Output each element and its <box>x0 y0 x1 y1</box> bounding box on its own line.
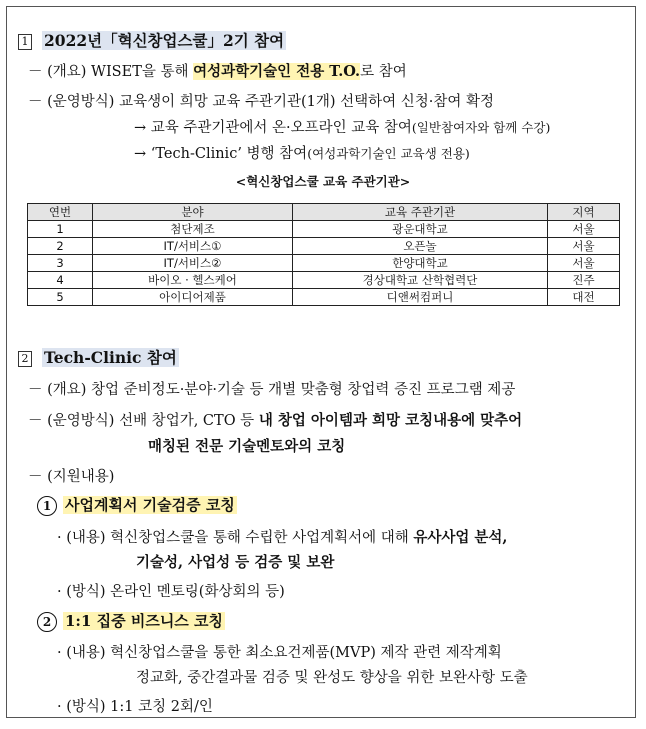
cell-no: 2 <box>28 238 93 255</box>
cell-field: IT/서비스② <box>93 255 293 272</box>
table-caption: <혁신창업스쿨 교육 주관기관> <box>235 174 411 189</box>
table-row <box>28 289 620 306</box>
section1-number: 1 <box>18 34 32 50</box>
method-label: (운영방식) <box>47 94 115 110</box>
method-label: (운영방식) <box>47 413 115 429</box>
item1-method <box>57 580 285 601</box>
dash: － <box>28 382 43 398</box>
overview-pre: WISET을 통해 <box>91 64 189 80</box>
item1-number: 1 <box>37 496 57 516</box>
item1-title: 사업계획서 기술검증 코칭 <box>65 496 235 514</box>
content-label: (내용) <box>66 530 106 546</box>
cell-field: 첨단제조 <box>93 221 293 238</box>
bullet: · <box>57 584 62 600</box>
header-institution: 교육 주관기관 <box>293 204 548 221</box>
method-text: 교육생이 희망 교육 주관기관(1개) 선택하여 신청·참여 확정 <box>119 94 495 110</box>
content-pre: 혁신창업스쿨을 통해 수립한 사업계획서에 대해 <box>110 530 409 546</box>
section2-overview <box>28 378 515 399</box>
cell-institution: 디앤써컴퍼니 <box>293 289 548 306</box>
section2-heading <box>18 346 179 368</box>
content-bold-1: 유사사업 분석, <box>413 529 508 546</box>
item2-number: 2 <box>37 612 57 632</box>
section2-title: Tech-Clinic 참여 <box>44 348 177 367</box>
cell-field: IT/서비스① <box>93 238 293 255</box>
section2-method <box>28 409 522 430</box>
method-pre: 선배 창업가, CTO 등 <box>119 413 255 429</box>
table-header-row <box>28 204 620 221</box>
cell-institution: 한양대학교 <box>293 255 548 272</box>
overview-highlight: 여성과학기술인 전용 T.O. <box>193 63 361 80</box>
item2-title: 1:1 집중 비즈니스 코칭 <box>65 612 223 630</box>
method-text: 온라인 멘토링(화상회의 등) <box>110 584 285 600</box>
method-bold-1: 내 창업 아이템과 희망 코칭내용에 맞추어 <box>258 412 523 429</box>
cell-region: 서울 <box>548 255 620 272</box>
header-field: 분야 <box>93 204 293 221</box>
arrow1-main: → 교육 주관기관에서 온·오프라인 교육 참여 <box>134 120 412 136</box>
cell-region: 서울 <box>548 221 620 238</box>
section2-number: 2 <box>18 351 32 367</box>
arrow-line-2 <box>134 142 470 163</box>
section1-method <box>28 90 494 111</box>
method-label: (방식) <box>66 584 106 600</box>
overview-label: (개요) <box>47 64 87 80</box>
item2-content <box>57 641 502 662</box>
item1-content <box>57 526 507 547</box>
arrow1-note: (일반참여자와 함께 수강) <box>411 120 551 135</box>
content-label: (내용) <box>66 645 106 661</box>
cell-region: 대전 <box>548 289 620 306</box>
cell-no: 1 <box>28 221 93 238</box>
dash: － <box>28 469 43 485</box>
cell-no: 4 <box>28 272 93 289</box>
cell-field: 아이디어제품 <box>93 289 293 306</box>
table-row <box>28 221 620 238</box>
dash: － <box>28 413 43 429</box>
overview-post: 로 참여 <box>360 64 407 80</box>
cell-institution: 광운대학교 <box>293 221 548 238</box>
section1-heading <box>18 29 286 51</box>
section1-overview <box>28 60 407 81</box>
cell-no: 5 <box>28 289 93 306</box>
bullet: · <box>57 699 62 715</box>
bullet: · <box>57 530 62 546</box>
cell-institution: 경상대학교 산학협력단 <box>293 272 548 289</box>
overview-text: 창업 준비정도·분야·기술 등 개별 맞춤형 창업력 증진 프로그램 제공 <box>91 382 516 398</box>
content-line-1: 혁신창업스쿨을 통한 최소요건제품(MVP) 제작 관련 제작계획 <box>110 645 502 661</box>
cell-region: 서울 <box>548 238 620 255</box>
dash: － <box>28 94 43 110</box>
table-row <box>28 272 620 289</box>
overview-label: (개요) <box>47 382 87 398</box>
arrow2-main: → ‘Tech-Clinic’ 병행 참여 <box>134 146 308 162</box>
table-row <box>28 255 620 272</box>
header-region: 지역 <box>548 204 620 221</box>
item1-heading <box>37 494 237 516</box>
support-label: (지원내용) <box>47 469 115 485</box>
arrow-line-1 <box>134 116 550 137</box>
bullet: · <box>57 645 62 661</box>
item2-heading <box>37 610 225 632</box>
cell-region: 진주 <box>548 272 620 289</box>
cell-field: 바이오 · 헬스케어 <box>93 272 293 289</box>
header-no: 연번 <box>28 204 93 221</box>
item1-content-cont: 기술성, 사업성 등 검증 및 보완 <box>136 554 335 571</box>
cell-no: 3 <box>28 255 93 272</box>
section2-method-cont: 매칭된 전문 기술멘토와의 코칭 <box>148 438 346 455</box>
arrow2-note: (여성과학기술인 교육생 전용) <box>307 146 470 161</box>
method-text: 1:1 코칭 2회/인 <box>110 699 213 715</box>
item2-method <box>57 695 213 716</box>
institution-table <box>27 203 620 306</box>
method-label: (방식) <box>66 699 106 715</box>
dash: － <box>28 64 43 80</box>
item2-content-cont: 정교화, 중간결과물 검증 및 완성도 향상을 위한 보완사항 도출 <box>136 670 528 686</box>
section1-title: 2022년「혁신창업스쿨」2기 참여 <box>44 31 285 50</box>
table-row <box>28 238 620 255</box>
cell-institution: 오픈놀 <box>293 238 548 255</box>
section2-support <box>28 465 114 486</box>
